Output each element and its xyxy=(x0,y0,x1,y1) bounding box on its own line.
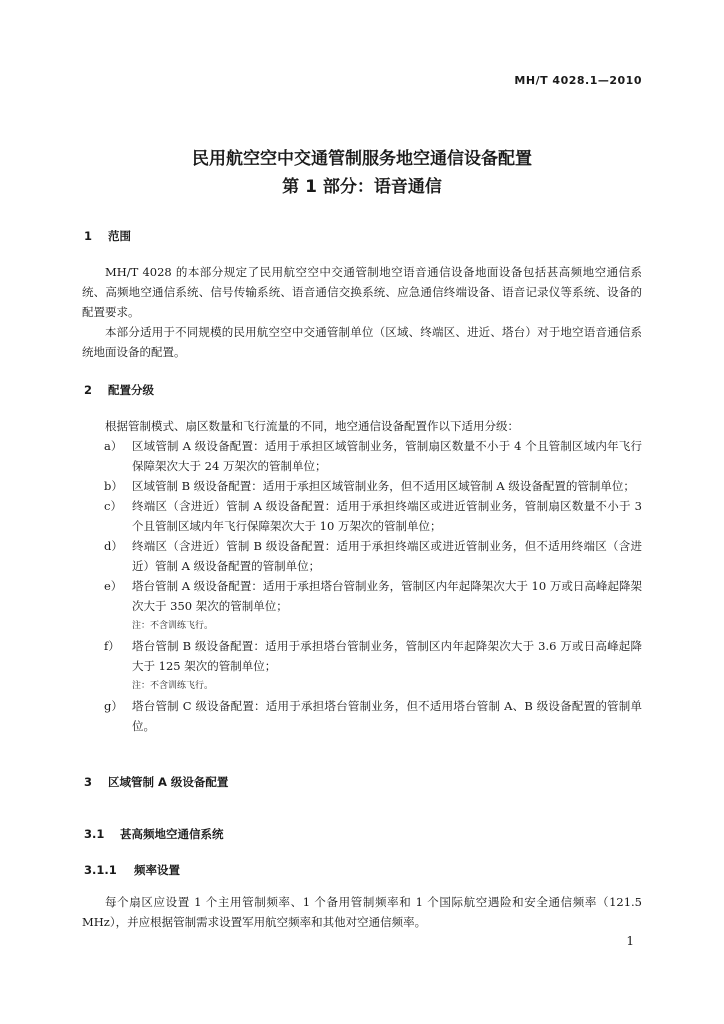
list-item xyxy=(82,576,642,616)
section-heading-1 xyxy=(84,228,131,244)
list-marker: b） xyxy=(104,479,123,493)
list-marker: d） xyxy=(104,539,123,553)
list-marker: c） xyxy=(104,499,122,513)
page-number: 1 xyxy=(626,934,634,948)
paragraph: MH/T 4028 的本部分规定了民用航空空中交通管制地空语音通信设备地面设备包括甚高频地空通信系统、高频地空通信系统、信号传输系统、语音通信交换系统、应急通信终端设备、语音记录仪等系统、设备的配置要求。 xyxy=(82,265,642,319)
section-heading-2 xyxy=(84,382,154,398)
section-title: 甚高频地空通信系统 xyxy=(120,827,224,841)
list-marker: a） xyxy=(104,439,123,453)
classification-list xyxy=(82,436,642,736)
list-item xyxy=(82,536,642,576)
list-item-text: 塔台管制 B 级设备配置：适用于承担塔台管制业务，管制区内年起降架次大于 3.6 万或日高峰起降大于 125 架次的管制单位； xyxy=(132,639,642,673)
list-item-text: 终端区（含进近）管制 A 级设备配置：适用于承担终端区或进近管制业务，管制扇区数量不小于 3 个且管制区域内年飞行保障架次大于 10 万架次的管制单位； xyxy=(132,499,642,533)
list-item-text: 塔台管制 A 级设备配置：适用于承担塔台管制业务，管制区内年起降架次大于 10 万或日高峰起降架次大于 350 架次的管制单位； xyxy=(132,579,642,613)
section-title: 范围 xyxy=(108,229,132,243)
section-heading-3 xyxy=(84,774,228,790)
list-item xyxy=(82,476,642,496)
section-number: 3.1 xyxy=(84,827,105,841)
section-title: 频率设置 xyxy=(134,863,181,877)
section-heading-3-1-1 xyxy=(84,862,180,878)
list-item xyxy=(82,496,642,536)
list-item-text: 终端区（含进近）管制 B 级设备配置：适用于承担终端区或进近管制业务，但不适用终端区（含进近）管制 A 级设备配置的管制单位； xyxy=(132,539,642,573)
section-number: 3 xyxy=(84,775,93,789)
list-item xyxy=(82,636,642,676)
list-note: 注：不含训练飞行。 xyxy=(132,621,214,631)
section-heading-3-1 xyxy=(84,826,224,842)
section-number: 3.1.1 xyxy=(84,863,117,877)
document-subtitle: 第 1 部分：语音通信 xyxy=(282,177,442,197)
paragraph: 每个扇区应设置 1 个主用管制频率、1 个备用管制频率和 1 个国际航空遇险和安全通信频率（121.5 MHz），并应根据管制需求设置军用航空频率和其他对空通信频率。 xyxy=(82,895,642,929)
section-title: 区域管制 A 级设备配置 xyxy=(108,775,229,789)
list-marker: e） xyxy=(104,579,123,593)
list-marker: f） xyxy=(104,639,120,653)
list-item-text: 塔台管制 C 级设备配置：适用于承担塔台管制业务，但不适用塔台管制 A、B 级设备配置的管制单位。 xyxy=(132,699,642,733)
list-marker: g） xyxy=(104,699,123,713)
document-title: 民用航空空中交通管制服务地空通信设备配置 xyxy=(192,149,532,169)
section-number: 2 xyxy=(84,383,93,397)
section-number: 1 xyxy=(84,229,93,243)
list-item-text: 区域管制 A 级设备配置：适用于承担区域管制业务，管制扇区数量不小于 4 个且管制区域内年飞行保障架次大于 24 万架次的管制单位； xyxy=(132,439,642,473)
list-item-text: 区域管制 B 级设备配置：适用于承担区域管制业务，但不适用区域管制 A 级设备配置的管制单位； xyxy=(132,479,635,493)
list-item xyxy=(82,436,642,476)
paragraph: 根据管制模式、扇区数量和飞行流量的不同，地空通信设备配置作以下适用分级： xyxy=(105,419,519,433)
standard-code: MH/T 4028.1—2010 xyxy=(514,74,642,87)
list-note: 注：不含训练飞行。 xyxy=(132,681,214,691)
section-title: 配置分级 xyxy=(108,383,155,397)
paragraph: 本部分适用于不同规模的民用航空空中交通管制单位（区域、终端区、进近、塔台）对于地空语音通信系统地面设备的配置。 xyxy=(82,325,642,359)
list-item xyxy=(82,696,642,736)
